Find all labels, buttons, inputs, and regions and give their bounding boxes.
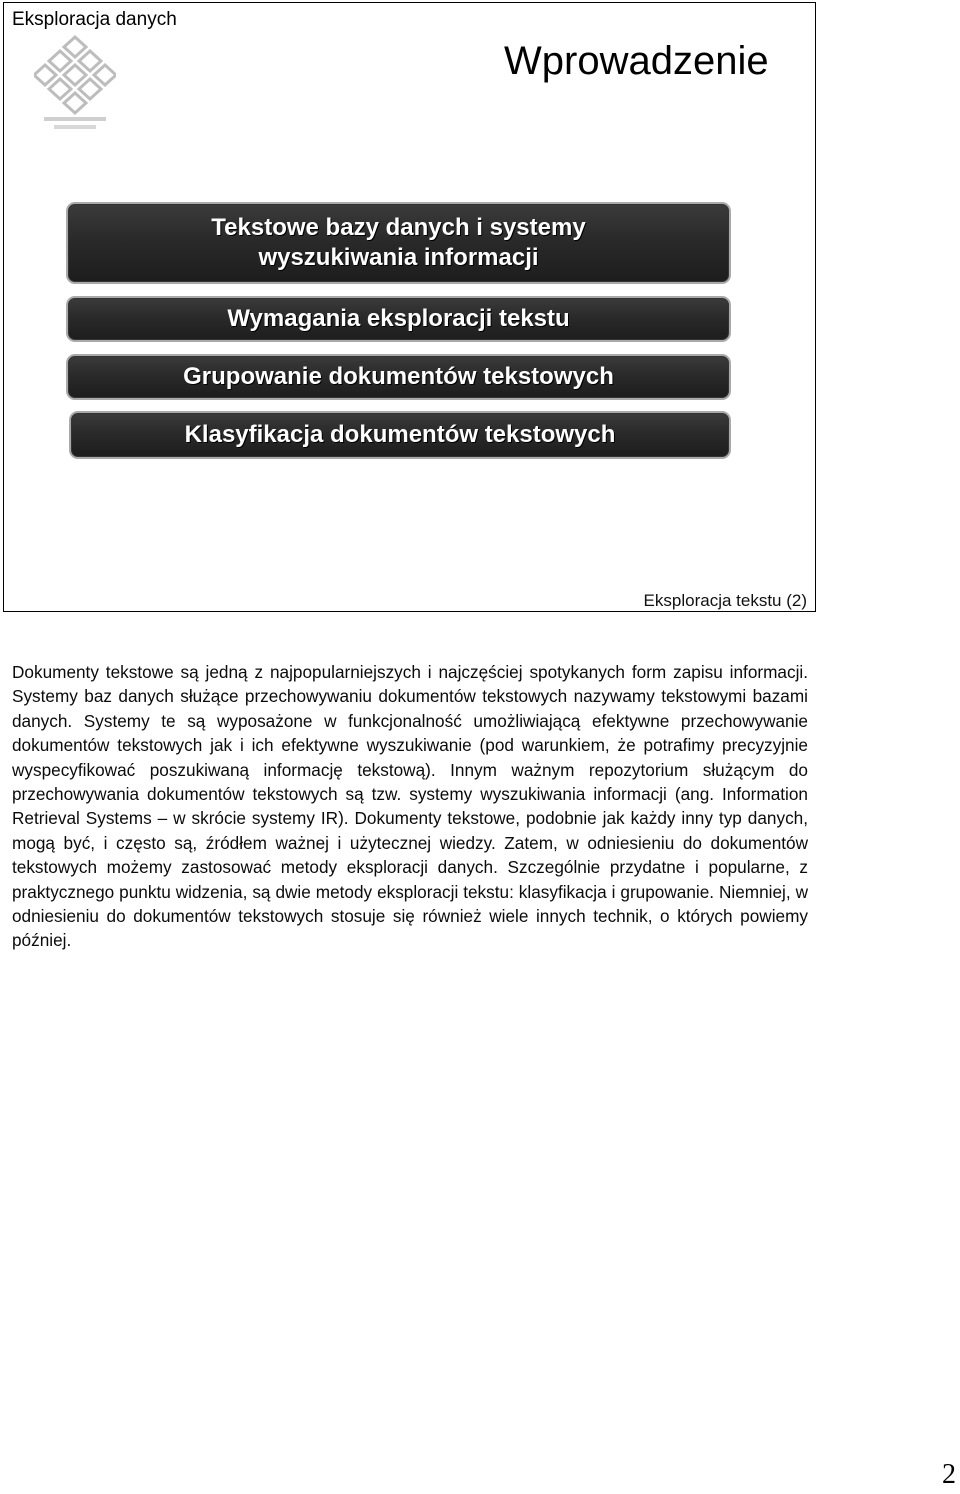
body-paragraph: Dokumenty tekstowe są jedną z najpopularniejszych i najczęściej spotykanych form zapisu informacji. Systemy baz danych służące przechowywaniu dokumentów tekstowych nazywamy tekstowymi bazami danych. Systemy te są wyposażone w funkcjonalność umożliwiającą efektywne przechowywanie dokumentów tekstowych jak i ich efektywne wyszukiwanie (pod warunkiem, że potrafimy precyzyjnie wyspecyfikować poszukiwaną informację tekstową). Innym ważnym repozytorium służącym do przechowywania dokumentów tekstowych są tzw. systemy wyszukiwania informacji (ang. Information Retrieval Systems – w skrócie systemy IR). Dokumenty tekstowe, podobnie jak każdy inny typ danych, mogą być, i często są, źródłem ważnej i użytecznej wiedzy. Zatem, w odniesieniu do dokumentów tekstowych możemy zastosować metody eksploracji danych. Szczególnie przydatne i popularne, z praktycznego punktu widzenia, są dwie metody eksploracji tekstu: klasyfikacja i grupowanie. Niemniej, w odniesieniu do dokumentów tekstowych stosuje się również wiele innych technik, o których powiemy później. [12,662,808,951]
topic-box-classification [69,411,731,459]
slide-subtitle: Eksploracja tekstu (2) [643,591,807,610]
university-logo-icon [34,33,116,133]
slide-frame [3,2,816,612]
slide-header-label: Eksploracja danych [12,9,177,30]
topic-box-requirements [66,296,731,342]
topic-box-label: Klasyfikacja dokumentów tekstowych [184,421,616,448]
topic-box-label: Wymagania eksploracji tekstu [227,305,570,332]
topic-box-label: Grupowanie dokumentów tekstowych [183,363,614,390]
topic-box-clustering [66,354,731,400]
page-number: 2 [942,1459,956,1490]
topic-box-text-databases [66,202,731,284]
topic-box-label: Tekstowe bazy danych i systemy wyszukiwania informacji [211,214,586,271]
slide-title: Wprowadzenie [504,39,769,83]
